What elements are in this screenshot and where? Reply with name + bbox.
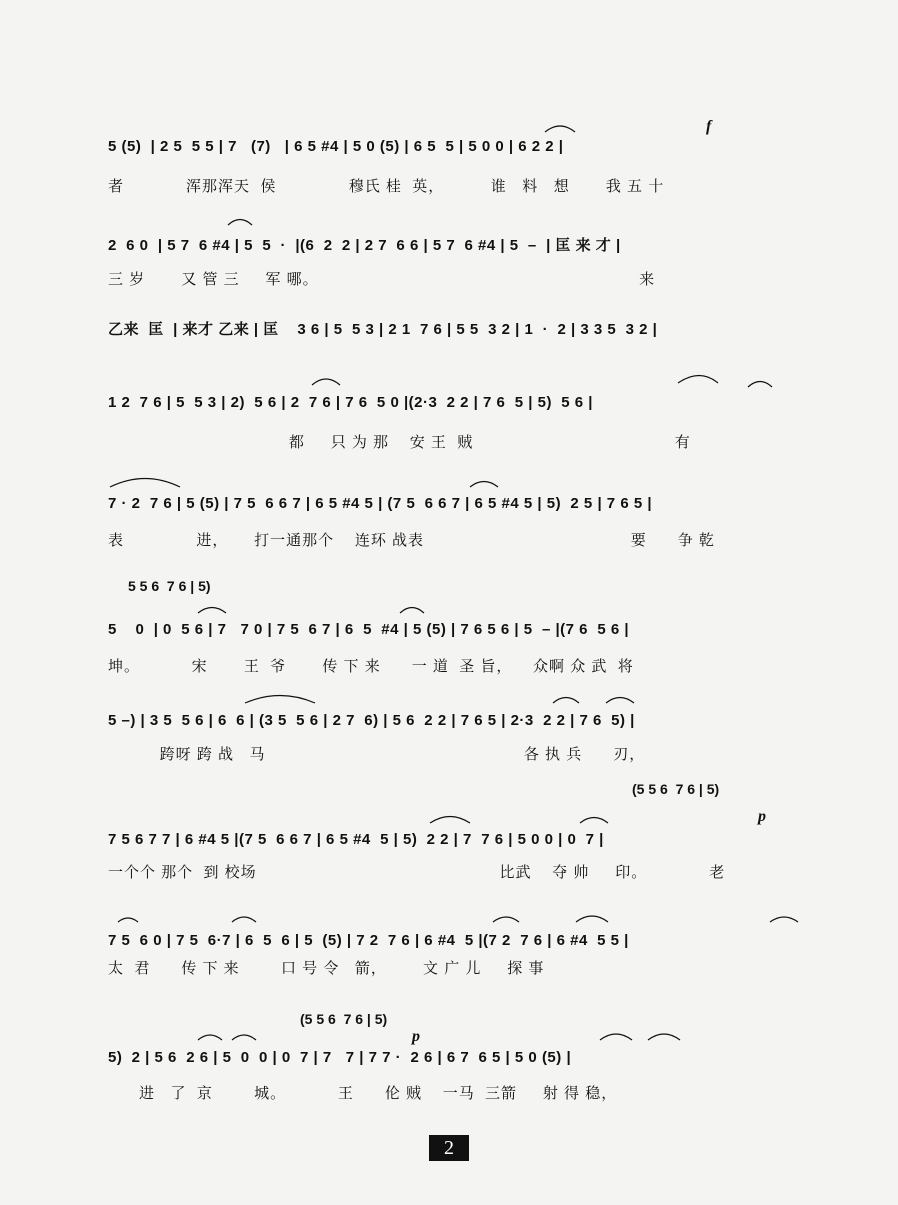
lyrics: 太 君 传 下 来 口 号 令 箭， 文 广 儿 探 事 [108, 960, 545, 977]
lyrics: 者 浑那浑天 侯 穆氏 桂 英， 谁 料 想 我 五 十 [108, 178, 665, 195]
lyrics: 三 岁 又 管 三 军 哪。 来 [108, 271, 656, 288]
lyrics: 坤。 宋 王 爷 传 下 来 一 道 圣 旨， 众啊 众 武 将 [108, 658, 634, 675]
aux-notation: (5 5 6 7 6 | 5) [632, 781, 720, 797]
lyrics: 表 进， 打一通那个 连环 战表 要 争 乾 [108, 532, 715, 549]
dynamic-marking: p [412, 1028, 420, 1045]
page-number: 2 [429, 1135, 469, 1161]
notation-line: 5 0 | 0 5 6 | 7 7 0 | 7 5 6 7 | 6 5 #4 | 5 (5) | 7 6 5 6 | 5 – |(7 6 5 6 | [108, 621, 630, 638]
notation-line: 5 –) | 3 5 5 6 | 6 6 | (3 5 5 6 | 2 7 6) | 5 6 2 2 | 7 6 5 | 2·3 2 2 | 7 6 5) | [108, 712, 635, 729]
notation-line: 1 2 7 6 | 5 5 3 | 2) 5 6 | 2 7 6 | 7 6 5 0 |(2·3 2 2 | 7 6 5 | 5) 5 6 | [108, 394, 593, 411]
lyrics: 一个个 那个 到 校场 比武 夺 帅 印。 老 [108, 864, 726, 881]
notation-line: 2 6 0 | 5 7 6 #4 | 5 5 · |(6 2 2 | 2 7 6 6 | 5 7 6 #4 | 5 – | 匡 来 才 | [108, 237, 621, 254]
notation-line: 5 (5) | 2 5 5 5 | 7 (7) | 6 5 #4 | 5 0 (5) | 6 5 5 | 5 0 0 | 6 2 2 | [108, 138, 564, 155]
notation-line: 7 5 6 7 7 | 6 #4 5 |(7 5 6 6 7 | 6 5 #4 5 | 5) 2 2 | 7 7 6 | 5 0 0 | 0 7 | [108, 831, 604, 848]
lyrics: 都 只 为 那 安 王 贼 有 [108, 434, 691, 451]
notation-line: 7 5 6 0 | 7 5 6·7 | 6 5 6 | 5 (5) | 7 2 7 6 | 6 #4 5 |(7 2 7 6 | 6 #4 5 5 | [108, 932, 629, 949]
notation-line: 乙来 匡 | 来才 乙来 | 匡 3 6 | 5 5 3 | 2 1 7 6 | 5 5 3 2 | 1 · 2 | 3 3 5 3 2 | [108, 321, 658, 338]
aux-notation: 5 5 6 7 6 | 5) [128, 578, 211, 594]
lyrics: 进 了 京 城。 王 伦 贼 一马 三箭 射 得 稳， [108, 1085, 618, 1102]
lyrics: 跨呀 跨 战 马 各 执 兵 刃， [108, 746, 646, 763]
dynamic-marking: f [706, 118, 712, 135]
notation-line: 7 · 2 7 6 | 5 (5) | 7 5 6 6 7 | 6 5 #4 5 | (7 5 6 6 7 | 6 5 #4 5 | 5) 2 5 | 7 6 5 | [108, 495, 653, 512]
notation-line: 5) 2 | 5 6 2 6 | 5 0 0 | 0 7 | 7 7 | 7 7 · 2 6 | 6 7 6 5 | 5 0 (5) | [108, 1049, 572, 1066]
dynamic-marking: p [758, 808, 766, 825]
aux-notation: (5 5 6 7 6 | 5) [300, 1011, 388, 1027]
